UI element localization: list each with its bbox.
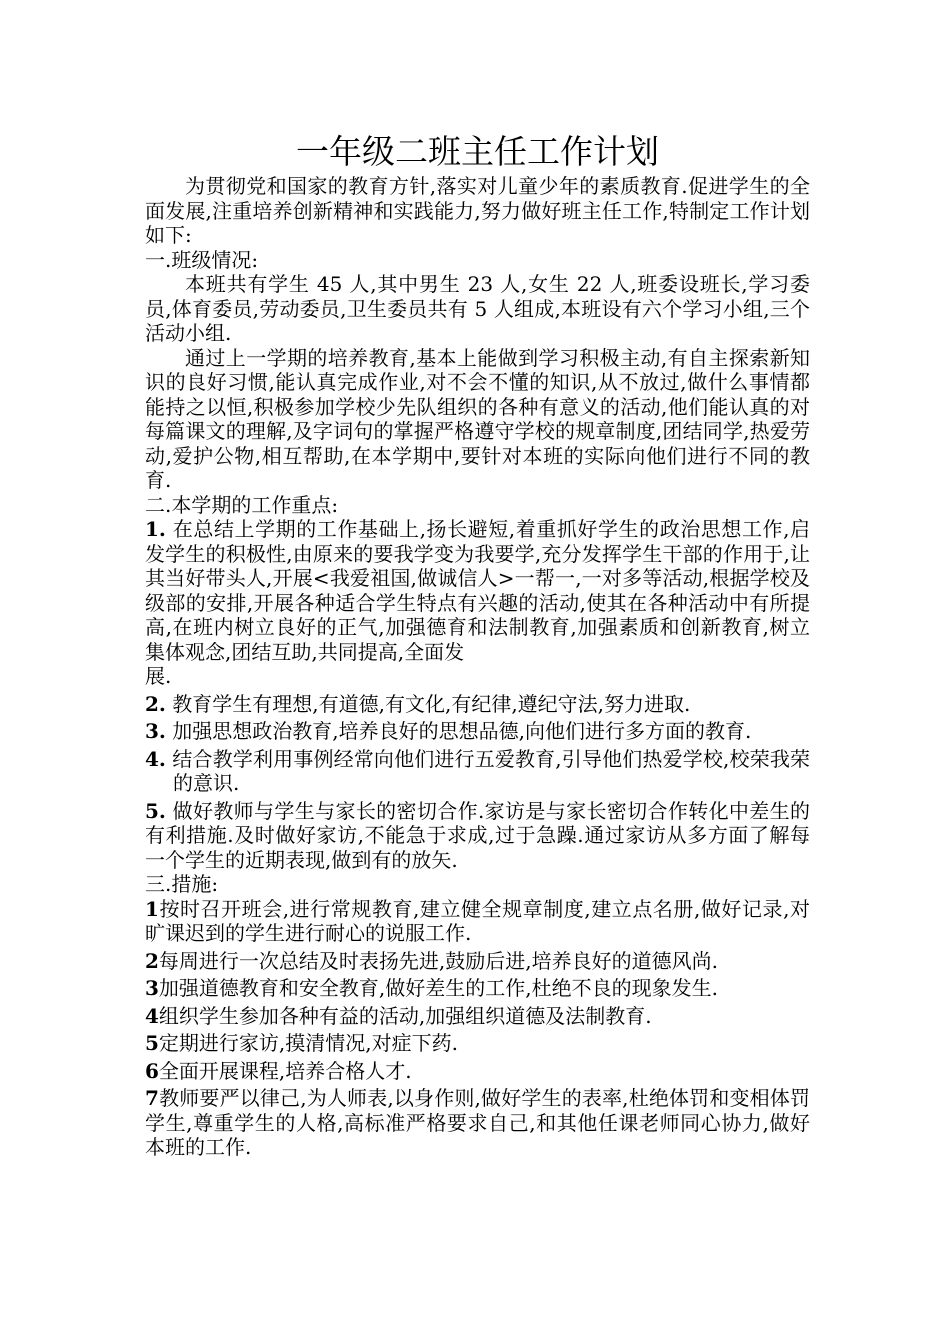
list-item-number: 4	[145, 1003, 159, 1028]
list-item-number: 2	[145, 948, 159, 973]
section-heading: 二.本学期的工作重点:	[145, 492, 339, 517]
list-item-number: 2.	[145, 691, 166, 716]
class-info-paragraph: 本班共有学生 45 人,其中男生 23 人,女生 22 人,班委设班长,学习委员,体育委员,劳动委员,卫生委员共有 5 人组成,本班设有六个学习小组,三个活动小组.	[145, 272, 810, 345]
list-item	[145, 1004, 810, 1029]
list-item	[145, 1086, 810, 1160]
list-item-text: 教育学生有理想,有道德,有文化,有纪律,遵纪守法,努力进取.	[172, 691, 691, 716]
list-item-number: 1	[145, 896, 159, 921]
list-item-text: 每周进行一次总结及时表扬先进,鼓励后进,培养良好的道德风尚.	[158, 948, 718, 973]
list-item	[145, 747, 810, 796]
list-item-text: 全面开展课程,培养合格人才.	[158, 1058, 412, 1083]
list-item-text: 定期进行家访,摸清情况,对症下药.	[158, 1031, 458, 1055]
list-item	[145, 976, 810, 1001]
section-heading: 三.措施:	[145, 872, 219, 896]
list-item-number: 5.	[145, 798, 166, 823]
list-item-number: 3.	[145, 719, 166, 743]
list-item-number: 1.	[145, 517, 166, 541]
list-item-number: 4.	[145, 746, 166, 771]
document-title: 一年级二班主任工作计划	[296, 132, 659, 171]
document-page	[145, 130, 810, 1160]
list-item-text: 教师要严以律己,为人师表,以身作则,做好学生的表率,杜绝体罚和变相体罚学生,尊重学生的人格,高标准严格要求自己,和其他任课老师同心协力,做好本班的工作.	[145, 1086, 810, 1159]
list-item	[145, 897, 810, 946]
list-item-number: 6	[145, 1058, 159, 1083]
list-item-text: 加强道德教育和安全教育,做好差生的工作,杜绝不良的现象发生.	[158, 976, 718, 1000]
list-item	[145, 1031, 810, 1056]
list-item-number: 5	[145, 1031, 159, 1055]
list-item-text: 组织学生参加各种有益的活动,加强组织道德及法制教育.	[158, 1003, 652, 1028]
list-item-text: 加强思想政治教育,培养良好的思想品德,向他们进行多方面的教育.	[172, 719, 752, 743]
list-item-text: 结合教学利用事例经常向他们进行五爱教育,引导他们热爱学校,校荣我荣的意识.	[172, 746, 810, 795]
list-item-continuation: 展.	[145, 664, 172, 688]
list-item	[145, 692, 810, 717]
list-item	[145, 719, 810, 744]
list-item	[145, 949, 810, 974]
list-item-text: 在总结上学期的工作基础上,扬长避短,着重抓好学生的政治思想工作,启发学生的积极性,由原来的要我学变为我要学,充分发挥学生干部的作用于,让其当好带头人,开展<我爱祖国,做诚信人>一帮一,一对多等活动,根据学校及级部的安排,开展各种适合学生特点有兴趣的活动,使其在各种活动中有所提高,在班内树立良好的正气,加强德育和法制教育,加强素质和创新教育,树立集体观念,团结互助,共同提高,全面发	[145, 517, 811, 664]
list-item-number: 7	[145, 1086, 159, 1110]
class-status-paragraph: 通过上一学期的培养教育,基本上能做到学习积极主动,有自主探索新知识的良好习惯,能认真完成作业,对不会不懂的知识,从不放过,做什么事情都能持之以恒,积极参加学校少先队组织的各种有意义的活动,他们能认真的对每篇课文的理解,及字词句的掌握严格遵守学校的规章制度,团结同学,热爱劳动,爱护公物,相互帮助,在本学期中,要针对本班的实际向他们进行不同的教育.	[145, 345, 810, 492]
intro-paragraph: 为贯彻党和国家的教育方针,落实对儿童少年的素质教育.促进学生的全面发展,注重培养创新精神和实践能力,努力做好班主任工作,特制定工作计划如下:	[145, 174, 810, 247]
list-item	[145, 517, 810, 664]
list-item-number: 3	[145, 976, 159, 1000]
list-item-text: 做好教师与学生与家长的密切合作.家访是与家长密切合作转化中差生的有利措施.及时做好家访,不能急于求成,过于急躁.通过家访从多方面了解每一个学生的近期表现,做到有的放矢.	[145, 798, 811, 872]
list-item	[145, 799, 810, 873]
list-item-text: 按时召开班会,进行常规教育,建立健全规章制度,建立点名册,做好记录,对旷课迟到的学生进行耐心的说服工作.	[145, 896, 810, 945]
section-heading: 一.班级情况:	[145, 247, 259, 272]
list-item	[145, 1059, 810, 1084]
